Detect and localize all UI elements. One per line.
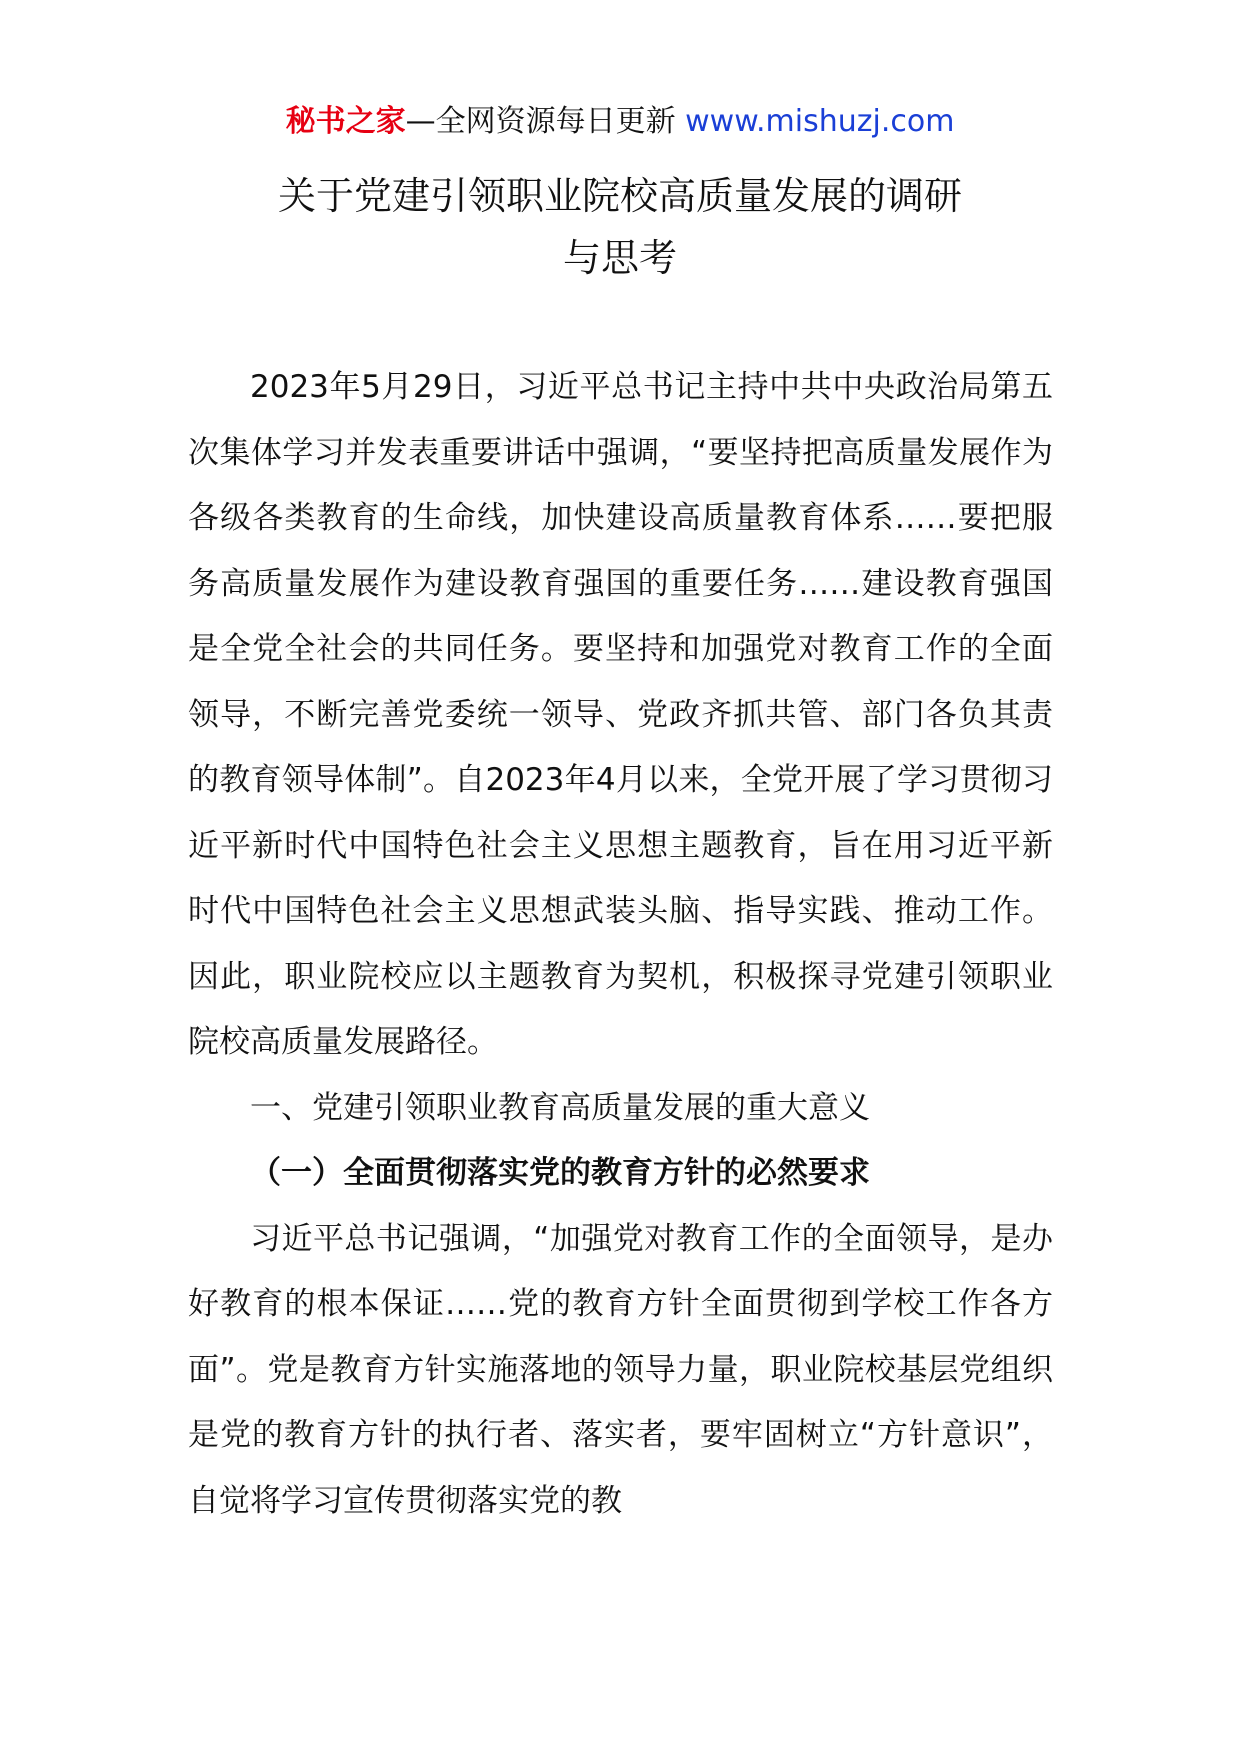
paragraph-section-1: 习近平总书记强调，“加强党对教育工作的全面领导，是办好教育的根本保证……党的教育方针全面贯彻到学校工作各方面”。党是教育方针实施落地的领导力量，职业院校基层党组织是党的教育方针的执行者、落实者，要牢固树立“方针意识”，自觉将学习宣传贯彻落实党的教 (188, 1220, 1053, 1519)
paragraph-intro: 2023年5月29日，习近平总书记主持中共中央政治局第五次集体学习并发表重要讲话中强调，“要坚持把高质量发展作为各级各类教育的生命线，加快建设高质量教育体系……要把服务高质量发展作为建设教育强国的重要任务……建设教育强国是全党全社会的共同任务。要坚持和加强党对教育工作的全面领导，不断完善党委统一领导、党政齐抓共管、部门各负其责的教育领导体制”。自2023年4月以来，全党开展了学习贯彻习近平新时代中国特色社会主义思想主题教育，旨在用习近平新时代中国特色社会主义思想武装头脑、指导实践、推动工作。因此，职业院校应以主题教育为契机，积极探寻党建引领职业院校高质量发展路径。 (188, 369, 1053, 1060)
section-heading: 一、党建引领职业教育高质量发展的重大意义 (250, 1089, 870, 1126)
document-body (188, 355, 1053, 1534)
site-tagline: —全网资源每日更新 (405, 104, 686, 139)
document-title (0, 165, 1240, 289)
subsection-heading: （一）全面贯彻落实党的教育方针的必然要求 (250, 1155, 870, 1191)
document-title-line-1: 关于党建引领职业院校高质量发展的调研 (277, 174, 962, 218)
site-brand: 秘书之家 (285, 104, 406, 139)
site-header (0, 100, 1240, 144)
site-url-link[interactable]: www.mishuzj.com (685, 104, 955, 139)
document-title-line-2: 与思考 (562, 236, 677, 280)
